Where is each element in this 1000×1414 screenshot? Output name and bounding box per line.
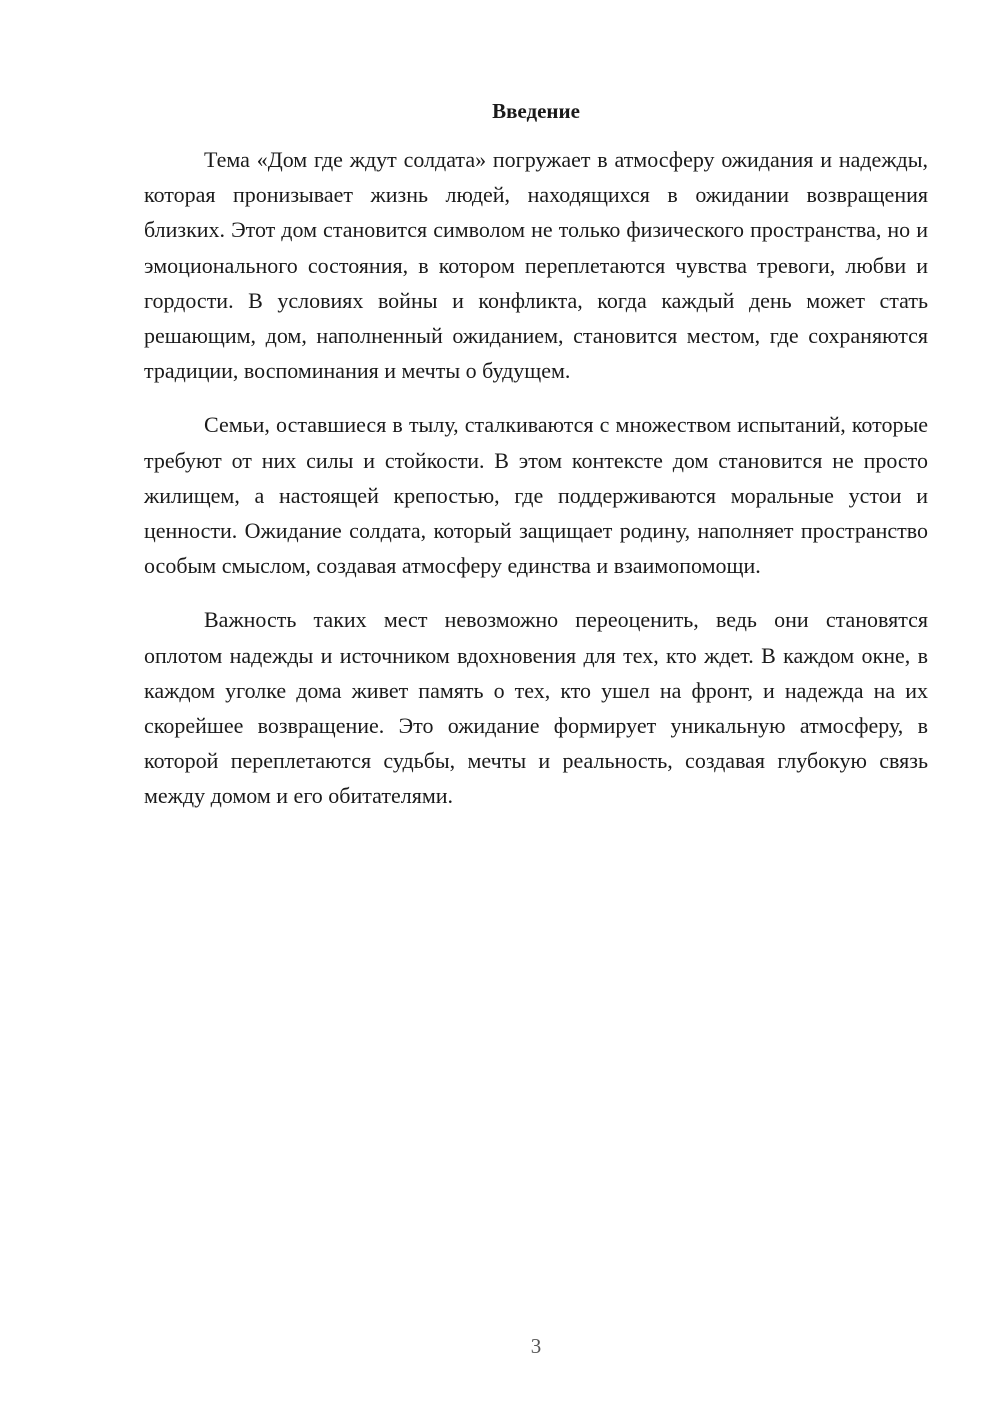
paragraph-1: Тема «Дом где ждут солдата» погружает в атмосферу ожидания и надежды, которая пронизывает жизнь людей, находящихся в ожидании возвращения близких. Этот дом становится символом не только физического пространства, но и эмоционального состояния, в котором переплетаются чувства тревоги, любви и гордости. В условиях войны и конфликта, когда каждый день может стать решающим, дом, наполненный ожиданием, становится местом, где сохраняются традиции, воспоминания и мечты о будущем. — [144, 147, 928, 384]
paragraph-3: Важность таких мест невозможно переоценить, ведь они становятся оплотом надежды и источником вдохновения для тех, кто ждет. В каждом окне, в каждом уголке дома живет память о тех, кто ушел на фронт, и надежда на их скорейшее возвращение. Это ожидание формирует уникальную атмосферу, в которой переплетаются судьбы, мечты и реальность, создавая глубокую связь между домом и его обитателями. — [144, 607, 928, 809]
paragraph-2: Семьи, оставшиеся в тылу, сталкиваются с множеством испытаний, которые требуют от них силы и стойкости. В этом контексте дом становится не просто жилищем, а настоящей крепостью, где поддерживаются моральные устои и ценности. Ожидание солдата, который защищает родину, наполняет пространство особым смыслом, создавая атмосферу единства и взаимопомощи. — [144, 412, 928, 579]
section-heading: Введение — [492, 99, 580, 123]
body-text — [144, 142, 928, 833]
page-number: 3 — [530, 1334, 542, 1358]
